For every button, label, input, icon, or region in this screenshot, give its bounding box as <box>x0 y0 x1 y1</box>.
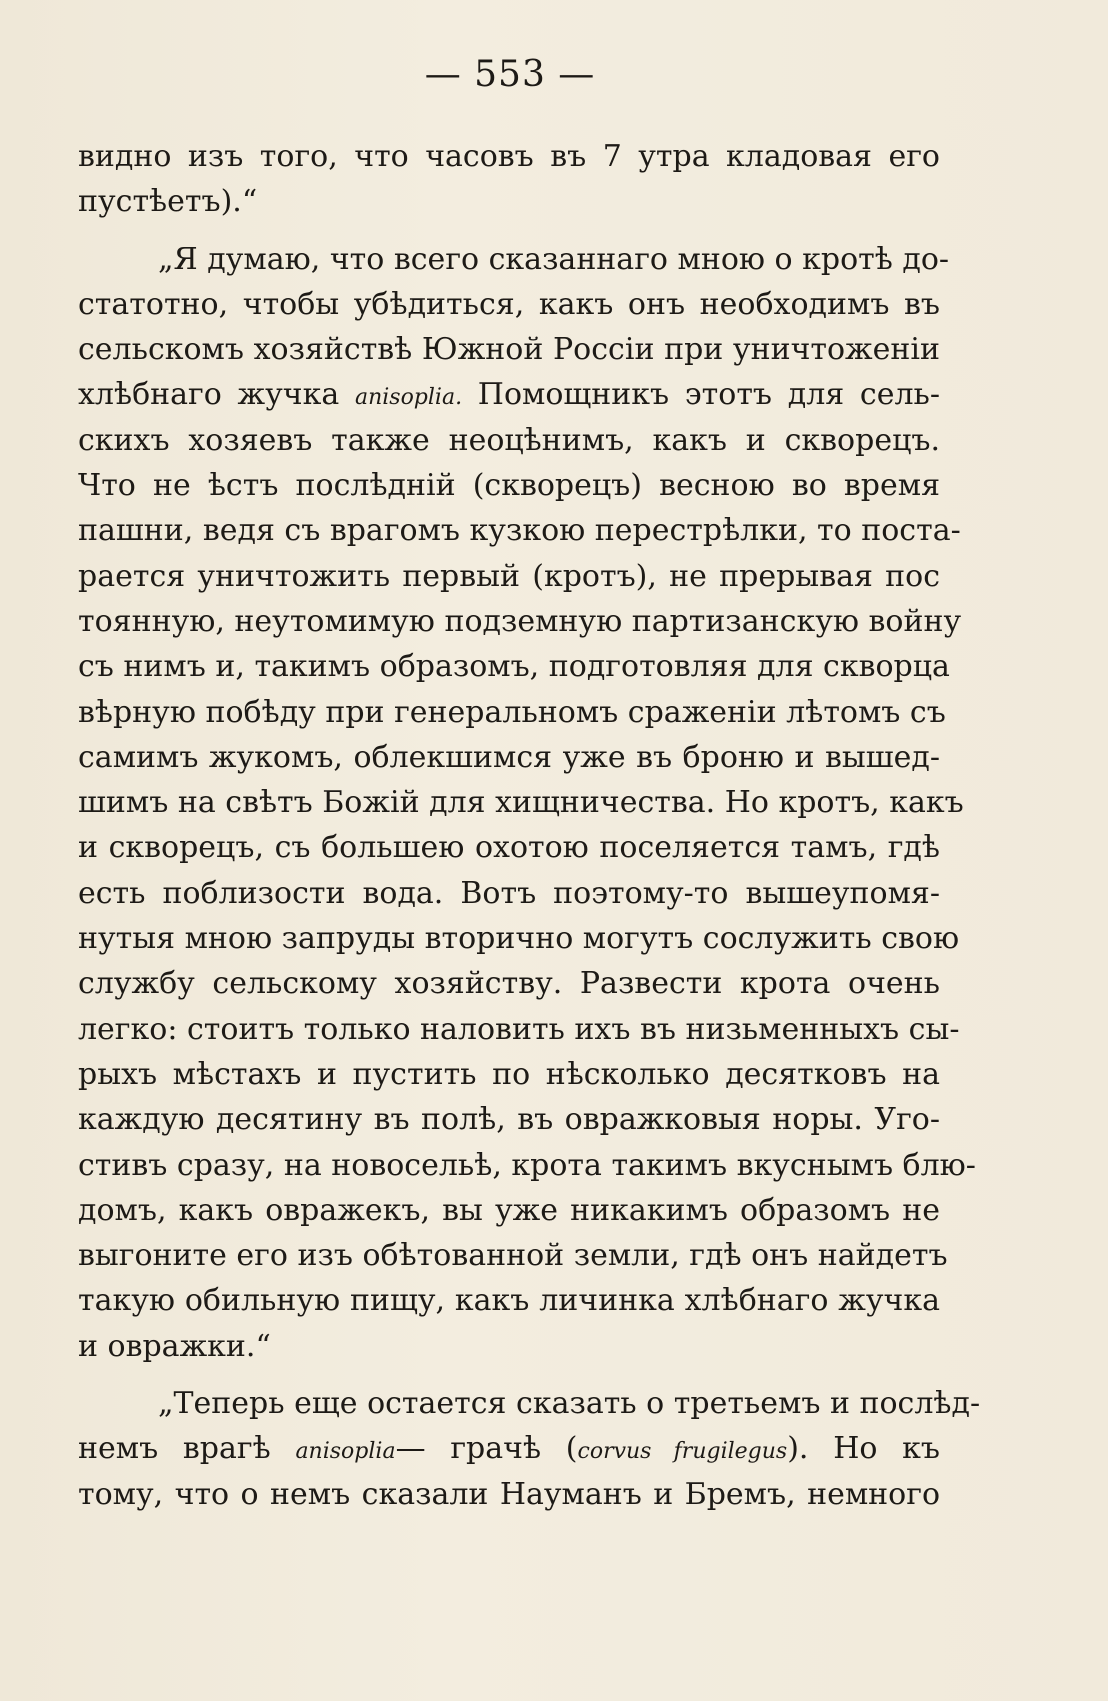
latin-term: corvus frugilegus <box>577 1439 788 1465</box>
text-line: Что не ѣстъ послѣдній (скворецъ) весною во время <box>78 468 940 504</box>
latin-term: anisoplia. <box>354 385 463 411</box>
text-line: такую обильную пищу, какъ личинка хлѣбнаго жучка <box>78 1283 940 1319</box>
text-line: стивъ сразу, на новосельѣ, крота такимъ вкуснымъ блю- <box>78 1147 976 1183</box>
text-line: статотно, чтобы убѣдиться, какъ онъ необходимъ въ <box>78 286 940 322</box>
text-line: и скворецъ, съ большею охотою поселяется тамъ, гдѣ <box>78 830 940 866</box>
paragraph-gap <box>78 1369 940 1381</box>
text-line: пашни, ведя съ врагомъ кузкою перестрѣлки, то поста- <box>78 513 961 549</box>
text-segment: — грачѣ ( <box>395 1431 578 1467</box>
text-line: рается уничтожить первый (кротъ), не прерывая пос <box>78 558 940 594</box>
text-line: сельскомъ хозяйствѣ Южной Россіи при уничтоженіи <box>78 332 940 368</box>
text-segment: ). Но къ <box>787 1431 940 1467</box>
text-segment: Помощникъ этотъ для сель- <box>462 377 940 413</box>
latin-term: anisoplia <box>295 1439 396 1465</box>
text-line <box>78 372 940 417</box>
text-line: рыхъ мѣстахъ и пустить по нѣсколько десятковъ на <box>78 1056 940 1092</box>
text-line: нутыя мною запруды вторично могутъ сослужить свою <box>78 921 960 957</box>
text-line: скихъ хозяевъ также неоцѣнимъ, какъ и скворецъ. <box>78 422 940 458</box>
text-line: шимъ на свѣтъ Божій для хищничества. Но кротъ, какъ <box>78 785 964 821</box>
text-line: вѣрную побѣду при генеральномъ сраженіи лѣтомъ съ <box>78 694 946 730</box>
text-line: легко: стоитъ только наловить ихъ въ низьменныхъ сы- <box>78 1011 960 1047</box>
page-number: — 553 — <box>424 54 596 95</box>
text-line: самимъ жукомъ, облекшимся уже въ броню и вышед- <box>78 739 940 775</box>
text-line: службу сельскому хозяйству. Развести крота очень <box>78 966 940 1002</box>
text-line: есть поблизости вода. Вотъ поэтому-то вышеупомя- <box>78 875 940 911</box>
paragraph-gap <box>78 225 940 237</box>
text-line: видно изъ того, что часовъ въ 7 утра кладовая его <box>78 139 940 174</box>
text-line: каждую десятину въ полѣ, въ овражковыя норы. Уго- <box>78 1102 940 1138</box>
text-line: пустѣетъ).“ <box>78 184 258 220</box>
text-line: домъ, какъ овражекъ, вы уже никакимъ образомъ не <box>78 1192 940 1228</box>
text-line: и овражки.“ <box>78 1328 271 1364</box>
text-segment: хлѣбнаго жучка <box>78 377 355 413</box>
text-line: „Я думаю, что всего сказаннаго мною о кротѣ до- <box>158 241 950 277</box>
text-segment: немъ врагѣ <box>78 1431 296 1467</box>
text-line: тоянную, неутомимую подземную партизанскую войну <box>78 603 962 639</box>
text-line <box>78 1426 940 1471</box>
text-line: выгоните его изъ обѣтованной земли, гдѣ онъ найдетъ <box>78 1238 948 1274</box>
text-line: тому, что о немъ сказали Науманъ и Бремъ, немного <box>78 1476 940 1512</box>
body-text <box>78 134 981 1517</box>
text-line: съ нимъ и, такимъ образомъ, подготовляя для скворца <box>78 649 950 685</box>
text-line: „Теперь еще остается сказать о третьемъ и послѣд- <box>158 1386 981 1422</box>
